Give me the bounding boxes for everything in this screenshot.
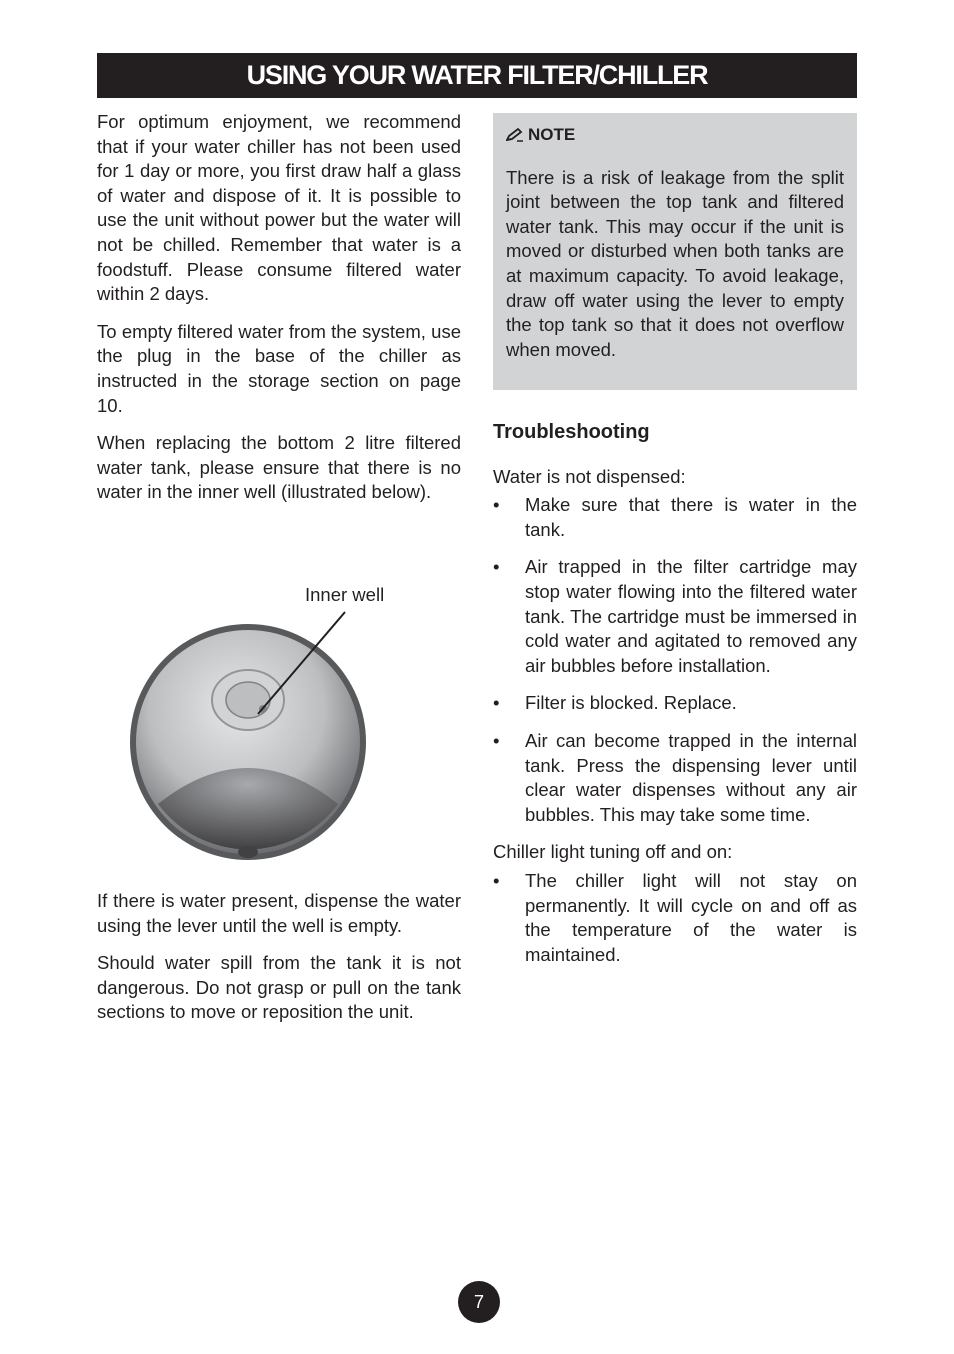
intro-paragraph: For optimum enjoyment, we recommend that if your water chiller has not been used for 1 day or more, you first draw half a glass of water and dispose of it. It is possible to use the unit without power but the water will not be chilled. Remember that water is a foodstuff. Please consume filtered water within 2 days.	[97, 111, 461, 305]
note-title: NOTE	[528, 125, 576, 144]
troubleshooting-heading: Troubleshooting	[493, 421, 650, 443]
list-item	[493, 729, 857, 827]
list-item-text: The chiller light will not stay on permanently. It will cycle on and off as the temperature of the water is maintained.	[525, 869, 857, 965]
page-number	[458, 1281, 500, 1323]
bullet: •	[493, 494, 500, 516]
left-column-bottom	[97, 889, 461, 1038]
pencil-icon	[506, 128, 524, 142]
bullet: •	[493, 556, 500, 578]
empty-paragraph: To empty filtered water from the system, use the plug in the base of the chiller as instructed in the storage section on page 10.	[97, 320, 461, 416]
issue-not-dispensed-list	[493, 493, 857, 827]
list-item	[493, 869, 857, 967]
figure-label: Inner well	[305, 584, 385, 605]
issue-chiller-light: Chiller light tuning off and on:	[493, 841, 733, 863]
list-item-text: Air trapped in the filter cartridge may stop water flowing into the filtered water tank. The cartridge must be immersed in cold water and agitated to removed any air bubbles before installation.	[525, 556, 857, 676]
page-number-text: 7	[473, 1291, 484, 1312]
note-heading	[506, 123, 844, 148]
issue-not-dispensed: Water is not dispensed:	[493, 465, 686, 487]
bullet: •	[493, 692, 500, 714]
bullet: •	[493, 869, 500, 891]
list-item	[493, 555, 857, 678]
list-item-text: Air can become trapped in the internal tank. Press the dispensing lever until clear water dispenses without any air bubbles. This may take some time.	[525, 729, 857, 825]
page-header	[97, 53, 857, 98]
right-column	[493, 113, 857, 980]
page-title: USING YOUR WATER FILTER/CHILLER	[246, 60, 708, 90]
tank-body	[130, 624, 366, 860]
inner-well-illustration	[120, 582, 420, 872]
list-item-text: Make sure that there is water in the tank.	[525, 494, 857, 540]
replace-paragraph: When replacing the bottom 2 litre filtered water tank, please ensure that there is no water in the inner well (illustrated below).	[97, 432, 461, 503]
list-item	[493, 493, 857, 542]
list-item	[493, 691, 857, 716]
issue-chiller-light-list	[493, 869, 857, 967]
left-column	[97, 110, 461, 505]
spill-paragraph: Should water spill from the tank it is not dangerous. Do not grasp or pull on the tank sections to move or reposition the unit.	[97, 952, 461, 1023]
list-item-text: Filter is blocked. Replace.	[525, 692, 737, 714]
bullet: •	[493, 729, 500, 751]
note-box	[493, 113, 857, 390]
inner-well	[212, 670, 284, 730]
note-text: There is a risk of leakage from the split joint between the top tank and filtered water tank. This may occur if the unit is moved or disturbed when both tanks are at maximum capacity. To avoid leakage, draw off water using the lever to empty the top tank so that it does not overflow when moved.	[506, 166, 844, 360]
dispense-paragraph: If there is water present, dispense the water using the lever until the well is empty.	[97, 890, 461, 936]
